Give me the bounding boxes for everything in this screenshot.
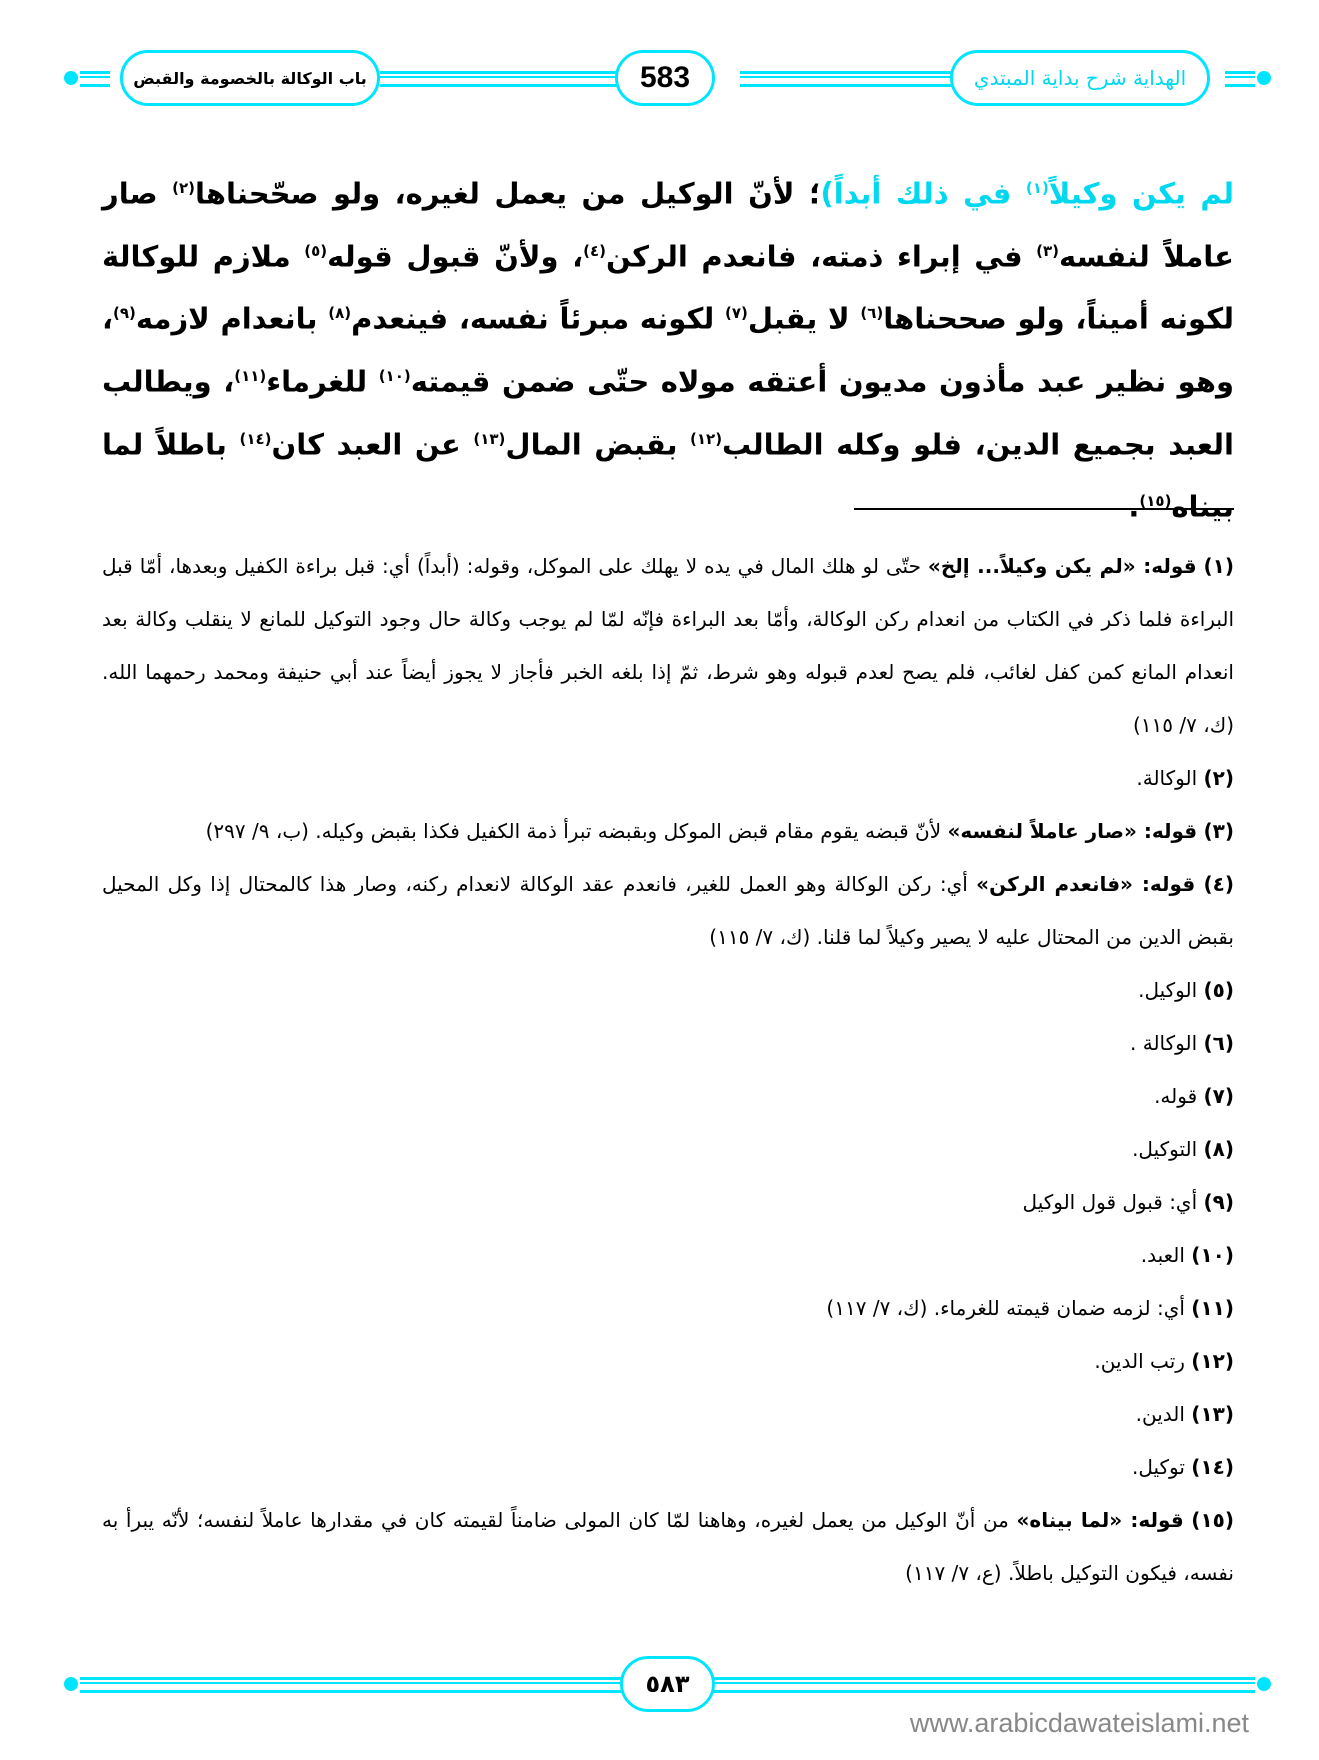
footnote-ref[interactable]: (١٥) (1139, 492, 1172, 511)
footnote-text: لأنّ قبضه يقوم مقام قبض الموكل وبقبضه تبرأ ذمة الكفيل فكذا بقبض وكيله. (ب، ٩/ ٢٩٧) (205, 819, 948, 843)
chapter-title: باب الوكالة بالخصومة والقبض (120, 50, 380, 106)
text: ، وهو نظير عبد مأذون مديون أعتقه مولاه حتّى ضمن قيمته (102, 301, 1234, 399)
footnote-text: الوكيل. (1138, 978, 1198, 1002)
footnote (102, 540, 1234, 752)
matn-text: لم يكن وكيلاً (1048, 176, 1235, 211)
page-footer (60, 1656, 1275, 1712)
text: ملازم للوكالة لكونه أميناً، ولو صححناها (102, 239, 1234, 336)
footnote (102, 1282, 1234, 1335)
book-title: الهداية شرح بداية المبتدي (950, 50, 1210, 106)
footnote-number: (٩) (1203, 1190, 1234, 1214)
footnote-ref[interactable]: (٦) (860, 304, 884, 323)
footnote-number: (٧) (1203, 1084, 1234, 1108)
footnote-number: (٣) (1203, 819, 1234, 843)
footnotes (102, 540, 1234, 1600)
footnote-ref[interactable]: (٣) (1036, 241, 1060, 260)
footnote-number: (٨) (1203, 1137, 1234, 1161)
footnote-text: توكيل. (1131, 1455, 1185, 1479)
footnote (102, 1441, 1234, 1494)
footnote (102, 1017, 1234, 1070)
footnote-number: (١٥) (1191, 1508, 1234, 1532)
footnote-ref[interactable]: (١٠) (378, 366, 411, 385)
ornament-icon (1257, 1677, 1271, 1691)
ornament-icon (64, 1677, 78, 1691)
footnote-text: رتب الدين. (1094, 1349, 1185, 1373)
text: لكونه مبرئاً نفسه، فينعدم (351, 301, 725, 336)
footer-page-number: ٥٨٣ (620, 1656, 715, 1712)
page-header (60, 50, 1275, 106)
footnote (102, 964, 1234, 1017)
footnote-ref[interactable]: (٨) (328, 304, 352, 323)
footnote-text: التوكيل. (1132, 1137, 1198, 1161)
ornament-icon (64, 71, 78, 85)
text: . (1128, 489, 1140, 524)
footnote-ref[interactable]: (١) (1025, 179, 1049, 197)
footnote (102, 1229, 1234, 1282)
text: ؛ لأنّ الوكيل من يعمل لغيره، ولو صحّحناها (194, 176, 821, 211)
footnote (102, 1388, 1234, 1441)
text: في إبراء ذمته، فانعدم الركن (605, 239, 1037, 274)
footnote (102, 752, 1234, 805)
footnote-text: الوكالة. (1136, 766, 1198, 790)
footnote-number: (١٣) (1191, 1402, 1234, 1426)
text: باطلاً لما بيناه (102, 427, 1234, 524)
footnote-ref[interactable]: (٢) (172, 179, 195, 197)
text: ، ويطالب العبد بجميع الدين، فلو وكله الطالب (102, 364, 1234, 462)
footnote-text: أي: قبول قول الوكيل (1022, 1190, 1198, 1214)
footnote-text: العبد. (1140, 1243, 1185, 1267)
text: ، ولأنّ قبول قوله (327, 239, 584, 274)
text: بانعدام لازمه (135, 301, 329, 336)
footnote-text: من أنّ الوكيل من يعمل لغيره، وهاهنا لمّا كان المولى ضامناً لقيمته كان في مقدارها عاملاً لنفسه؛ لأنّه يبرأ به نفسه، فيكون التوكيل باطلاً. (ع، ٧/ ١١٧) (102, 1508, 1234, 1585)
footnote (102, 858, 1234, 964)
ornament-icon (1257, 71, 1271, 85)
footnote-lead: قوله: «فانعدم الركن» (976, 872, 1196, 896)
footnote-ref[interactable]: (٧) (724, 304, 748, 323)
text: لا يقبل (747, 301, 861, 336)
text: بقبض المال (505, 427, 691, 462)
main-text (102, 160, 1234, 536)
footnote-ref[interactable]: (٥) (304, 241, 328, 260)
footnote-ref[interactable]: (٤) (583, 241, 606, 260)
footnote-number: (٤) (1203, 872, 1234, 896)
footnote-ref[interactable]: (٩) (113, 304, 136, 323)
footnote (102, 1070, 1234, 1123)
matn-text: في ذلك أبداً) (820, 176, 1026, 211)
website-url[interactable]: www.arabicdawateislami.net (909, 1708, 1249, 1738)
footnote (102, 1176, 1234, 1229)
footnote-ref[interactable]: (١٣) (473, 429, 506, 448)
footnote-text: الوكالة . (1130, 1031, 1198, 1055)
footnote-ref[interactable]: (١٤) (239, 429, 272, 448)
footnote-number: (١٤) (1191, 1455, 1234, 1479)
footnote-number: (٦) (1203, 1031, 1234, 1055)
footnote-lead: قوله: «لم يكن وكيلاً... إلخ» (927, 554, 1197, 578)
footnote-ref[interactable]: (١٢) (690, 429, 723, 448)
footnote-number: (١١) (1191, 1296, 1234, 1320)
footnote-text: أي: ركن الوكالة وهو العمل للغير، فانعدم عقد الوكالة لانعدام ركنه، وصار هذا كالمحتال إذا وكل المحيل بقبض الدين من المحتال عليه لا يصير وكيلاً لما قلنا. (ك، ٧/ ١١٥) (102, 872, 1234, 949)
footnote (102, 1335, 1234, 1388)
footnote (102, 1494, 1234, 1600)
footnote (102, 805, 1234, 858)
footnote-number: (١٢) (1191, 1349, 1234, 1373)
footnote-text: حتّى لو هلك المال في يده لا يهلك على الموكل، وقوله: (أبداً) أي: قبل براءة الكفيل وبعدها، أمّا قبل البراءة فلما ذكر في الكتاب من انعدام ركن الوكالة، وأمّا بعد البراءة فإنّه لمّا لم يوجب وكالة حال وجود التوكيل للمانع لا ينقلب وكالة بعد انعدام المانع كمن كفل لغائب، فلم يصح لعدم قبوله وهو شرط، ثمّ إذا بلغه الخبر فأجاز لا يجوز أيضاً عند أبي حنيفة ومحمد رحمهما الله. (ك، ٧/ ١١٥) (102, 554, 1234, 737)
footnote-number: (١) (1203, 554, 1235, 578)
text: عن العبد كان (271, 427, 474, 462)
text: صار عاملاً لنفسه (102, 176, 1234, 274)
page-number: 583 (615, 50, 715, 106)
footnote-number: (١٠) (1191, 1243, 1234, 1267)
footnote-divider (854, 508, 1234, 510)
footnote-text: الدين. (1135, 1402, 1185, 1426)
footnote-ref[interactable]: (١١) (234, 366, 267, 385)
footnote-lead: قوله: «لما بيناه» (1016, 1508, 1184, 1532)
footnote-lead: قوله: «صار عاملاً لنفسه» (947, 819, 1198, 843)
footnote (102, 1123, 1234, 1176)
footnote-number: (٢) (1203, 766, 1234, 790)
footnote-text: قوله. (1154, 1084, 1198, 1108)
footnote-number: (٥) (1203, 978, 1234, 1002)
footnote-text: أي: لزمه ضمان قيمته للغرماء. (ك، ٧/ ١١٧) (826, 1296, 1185, 1320)
text: للغرماء (266, 364, 379, 399)
